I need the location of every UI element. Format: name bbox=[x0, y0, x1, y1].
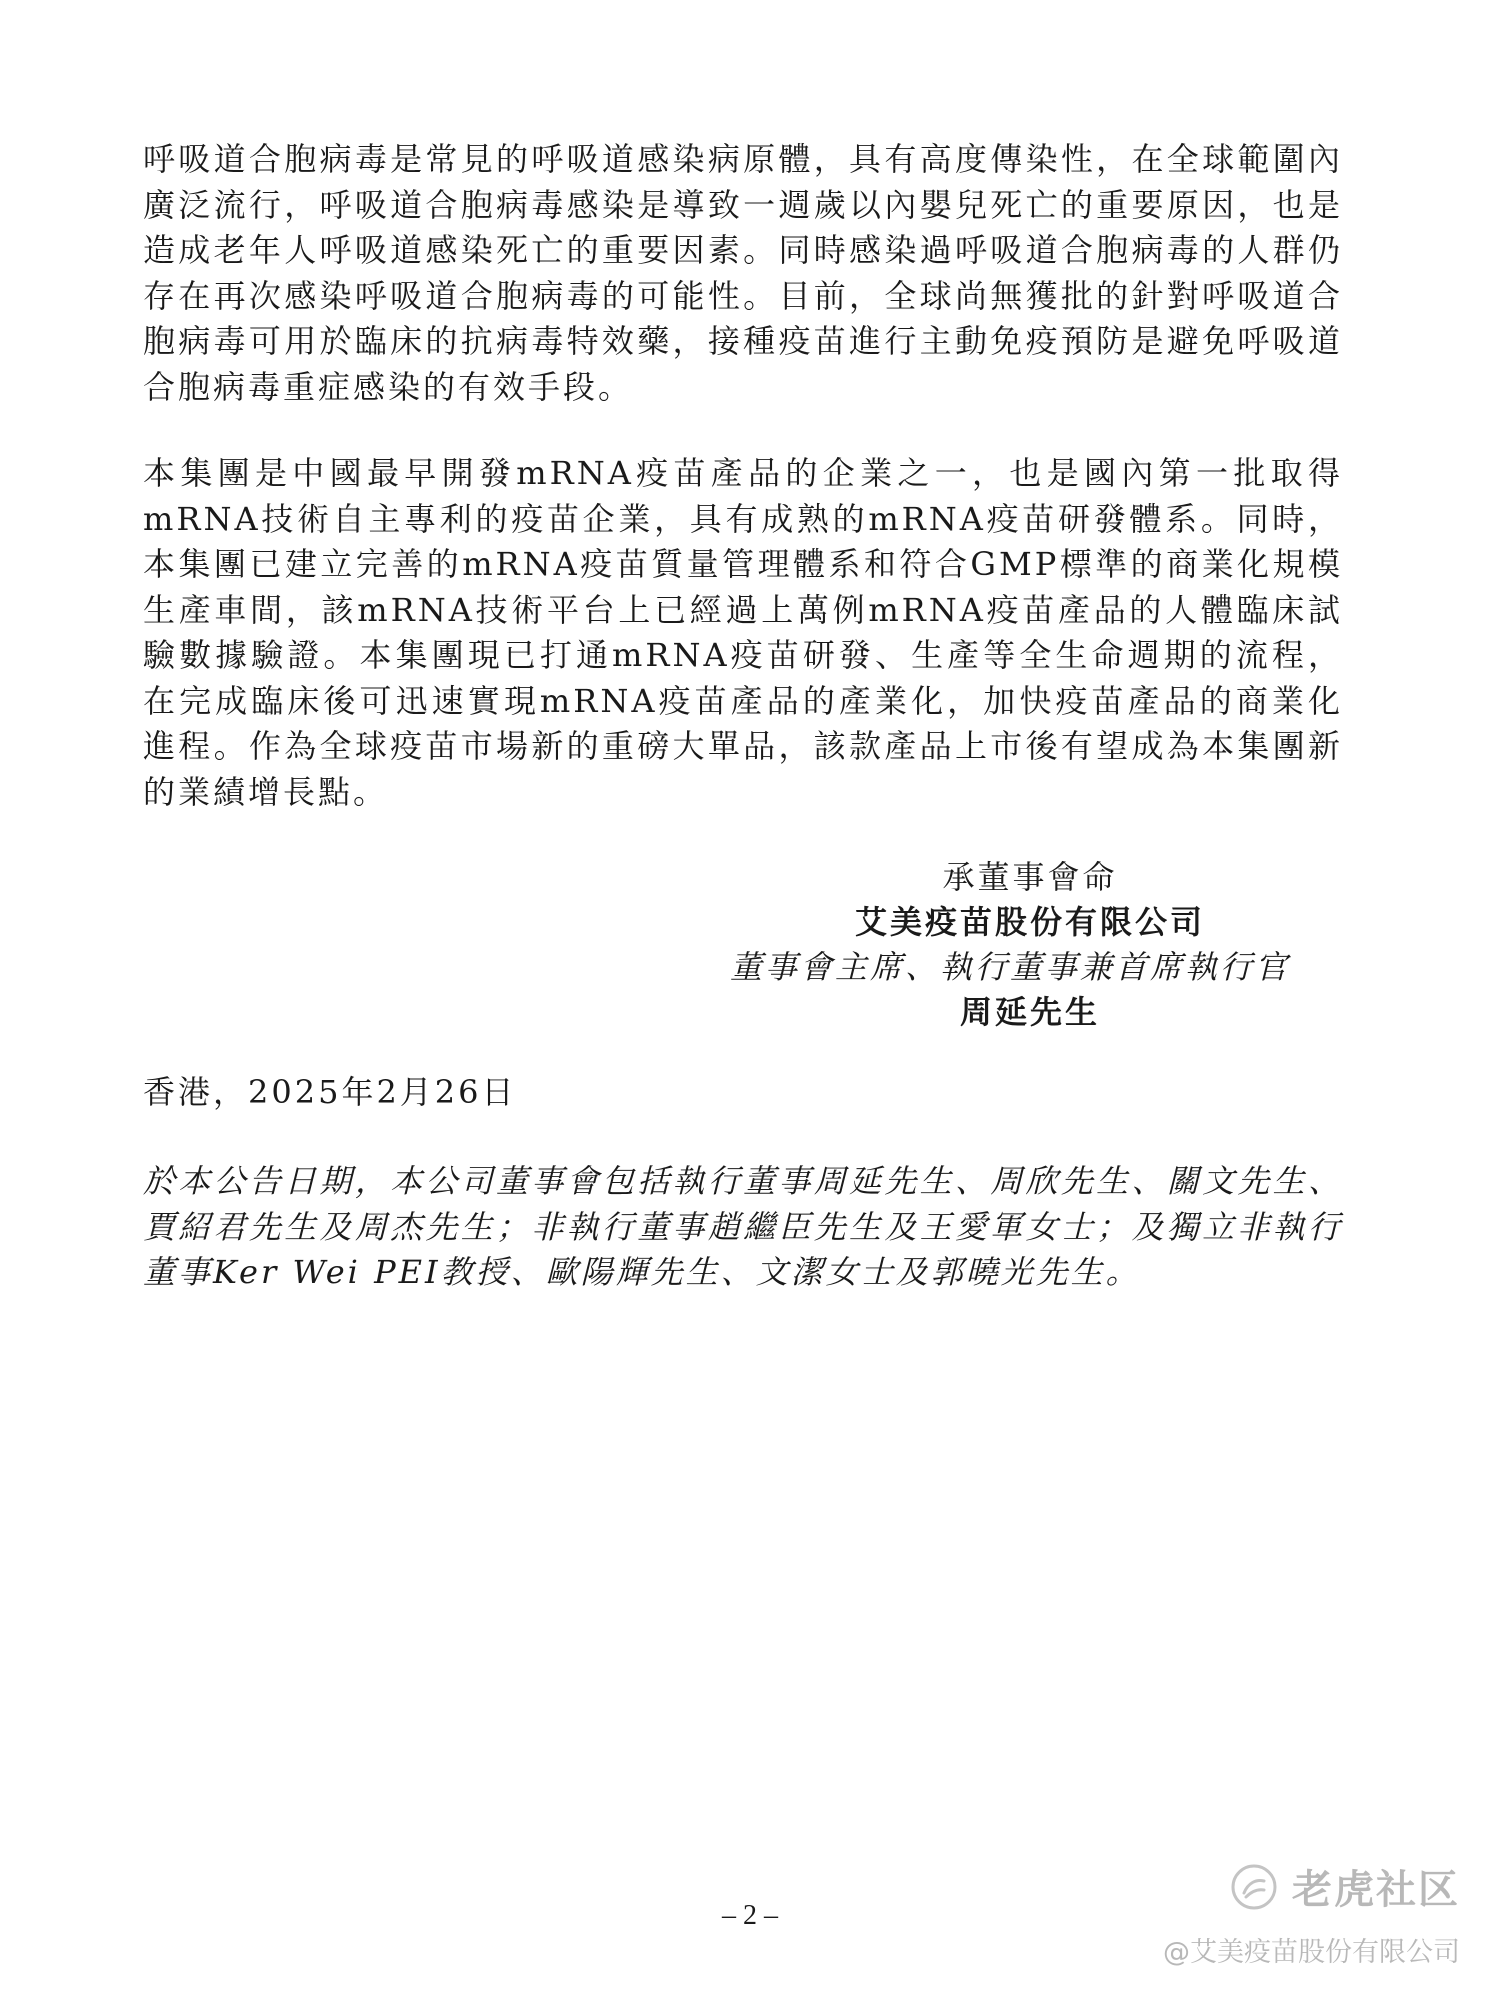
board-composition-statement: 於本公告日期，本公司董事會包括執行董事周延先生、周欣先生、關文先生、賈紹君先生及周杰先生；非執行董事趙繼臣先生及王愛軍女士；及獨立非執行董事Ker Wei PEI教授、歐陽輝先生、文潔女士及郭曉光先生。 bbox=[143, 1162, 1343, 1291]
dateline: 香港，2025年2月26日 bbox=[143, 1073, 517, 1111]
signature-name: 周延先生 bbox=[959, 993, 1100, 1031]
signature-company: 艾美疫苗股份有限公司 bbox=[854, 903, 1205, 941]
paragraph-mrna-capability: 本集團是中國最早開發mRNA疫苗產品的企業之一，也是國內第一批取得mRNA技術自主專利的疫苗企業，具有成熟的mRNA疫苗研發體系。同時，本集團已建立完善的mRNA疫苗質量管理體系和符合GMP標準的商業化規模生產車間，該mRNA技術平台上已經過上萬例mRNA疫苗產品的人體臨床試驗數據驗證。本集團現已打通mRNA疫苗研發、生產等全生命週期的流程，在完成臨床後可迅速實現mRNA疫苗產品的產業化，加快疫苗產品的商業化進程。作為全球疫苗市場新的重磅大單品，該款產品上市後有望成為本集團新的業績增長點。 bbox=[143, 454, 1343, 811]
tiger-community-icon bbox=[1230, 1863, 1278, 1911]
watermark bbox=[1230, 1858, 1460, 1915]
page-number: – 2 – bbox=[722, 1900, 778, 1931]
watermark-handle: @艾美疫苗股份有限公司 bbox=[1163, 1937, 1460, 1968]
signature-by-order: 承董事會命 bbox=[942, 858, 1118, 896]
signature-block bbox=[700, 855, 1360, 1035]
watermark-brand: 老虎社区 bbox=[1292, 1867, 1460, 1913]
signature-role: 董事會主席、執行董事兼首席執行官 bbox=[729, 948, 1290, 986]
paragraph-rsv-background: 呼吸道合胞病毒是常見的呼吸道感染病原體，具有高度傳染性，在全球範圍內廣泛流行，呼吸道合胞病毒感染是導致一週歲以內嬰兒死亡的重要原因，也是造成老年人呼吸道感染死亡的重要因素。同時感染過呼吸道合胞病毒的人群仍存在再次感染呼吸道合胞病毒的可能性。目前，全球尚無獲批的針對呼吸道合胞病毒可用於臨床的抗病毒特效藥，接種疫苗進行主動免疫預防是避免呼吸道合胞病毒重症感染的有效手段。 bbox=[143, 140, 1343, 406]
